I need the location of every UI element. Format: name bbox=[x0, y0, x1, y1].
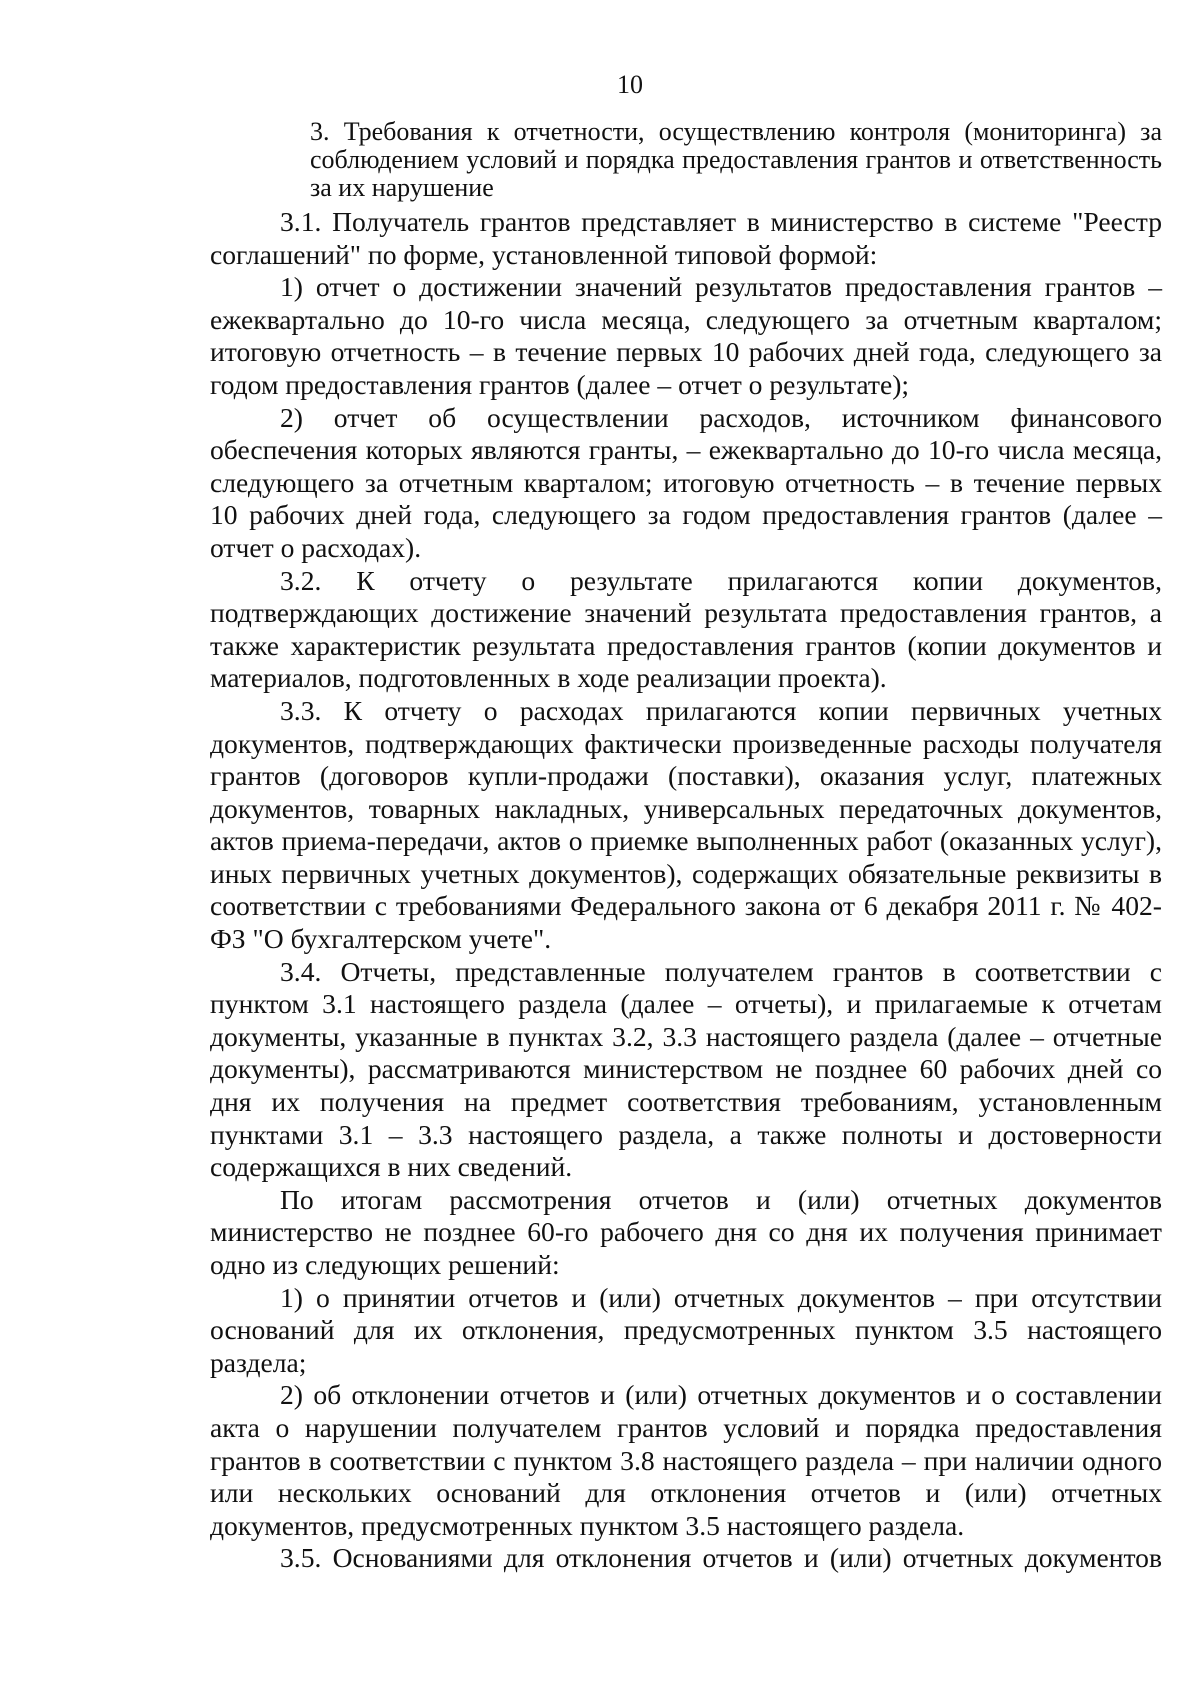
paragraph-3-1-item-2: 2) отчет об осуществлении расходов, источником финансового обеспечения которых являются гранты, – ежеквартально до 10-го числа месяца, следующего за отчетным кварталом; итоговую отчетность – в течение первых 10 рабочих дней года, следующего за годом предоставления грантов (далее – отчет о расходах). bbox=[210, 401, 1162, 563]
page-number: 10 bbox=[617, 70, 643, 99]
paragraph-3-2: 3.2. К отчету о результате прилагаются копии документов, подтверждающих достижение значений результата предоставления грантов, а также характеристик результата предоставления грантов (копии документов и материалов, подготовленных в ходе реализации проекта). bbox=[210, 564, 1162, 694]
paragraph-3-3: 3.3. К отчету о расходах прилагаются копии первичных учетных документов, подтверждающих фактически произведенные расходы получателя грантов (договоров купли-продажи (поставки), оказания услуг, платежных документов, товарных накладных, универсальных передаточных документов, актов приема-передачи, актов о приемке выполненных работ (оказанных услуг), иных первичных учетных документов), содержащих обязательные реквизиты в соответствии с требованиями Федерального закона от 6 декабря 2011 г. № 402-ФЗ "О бухгалтерском учете". bbox=[210, 694, 1162, 955]
paragraph-3-1: 3.1. Получатель грантов представляет в министерство в системе "Реестр соглашений" по форме, установленной типовой формой: bbox=[210, 206, 1162, 270]
paragraph-3-1-item-1: 1) отчет о достижении значений результатов предоставления грантов – ежеквартально до 10-го числа месяца, следующего за отчетным кварталом; итоговую отчетность – в течение первых 10 рабочих дней года, следующего за годом предоставления грантов (далее – отчет о результате); bbox=[210, 271, 1162, 400]
document-body bbox=[210, 206, 1162, 1575]
section-title: 3. Требования к отчетности, осуществлению контроля (мониторинга) за соблюдением условий и порядка предоставления грантов и ответственность за их нарушение bbox=[310, 117, 1162, 202]
paragraph-3-4: 3.4. Отчеты, представленные получателем грантов в соответствии с пунктом 3.1 настоящего раздела (далее – отчеты), и прилагаемые к отчетам документы, указанные в пунктах 3.2, 3.3 настоящего раздела (далее – отчетные документы), рассматриваются министерством не позднее 60 рабочих дней со дня их получения на предмет соответствия требованиям, установленным пунктами 3.1 – 3.3 настоящего раздела, а также полноты и достоверности содержащихся в них сведений. bbox=[210, 955, 1162, 1183]
paragraph-3-5: 3.5. Основаниями для отклонения отчетов и (или) отчетных документов bbox=[280, 1542, 1162, 1574]
paragraph-review-results: По итогам рассмотрения отчетов и (или) отчетных документов министерство не позднее 60-го рабочего дня со дня их получения принимает одно из следующих решений: bbox=[210, 1183, 1162, 1280]
paragraph-decision-2: 2) об отклонении отчетов и (или) отчетных документов и о составлении акта о нарушении получателем грантов условий и порядка предоставления грантов в соответствии с пунктом 3.8 настоящего раздела – при наличии одного или нескольких оснований для отклонения отчетов и (или) отчетных документов, предусмотренных пунктом 3.5 настоящего раздела. bbox=[210, 1379, 1162, 1541]
paragraph-decision-1: 1) о принятии отчетов и (или) отчетных документов – при отсутствии оснований для их отклонения, предусмотренных пунктом 3.5 настоящего раздела; bbox=[210, 1281, 1162, 1378]
